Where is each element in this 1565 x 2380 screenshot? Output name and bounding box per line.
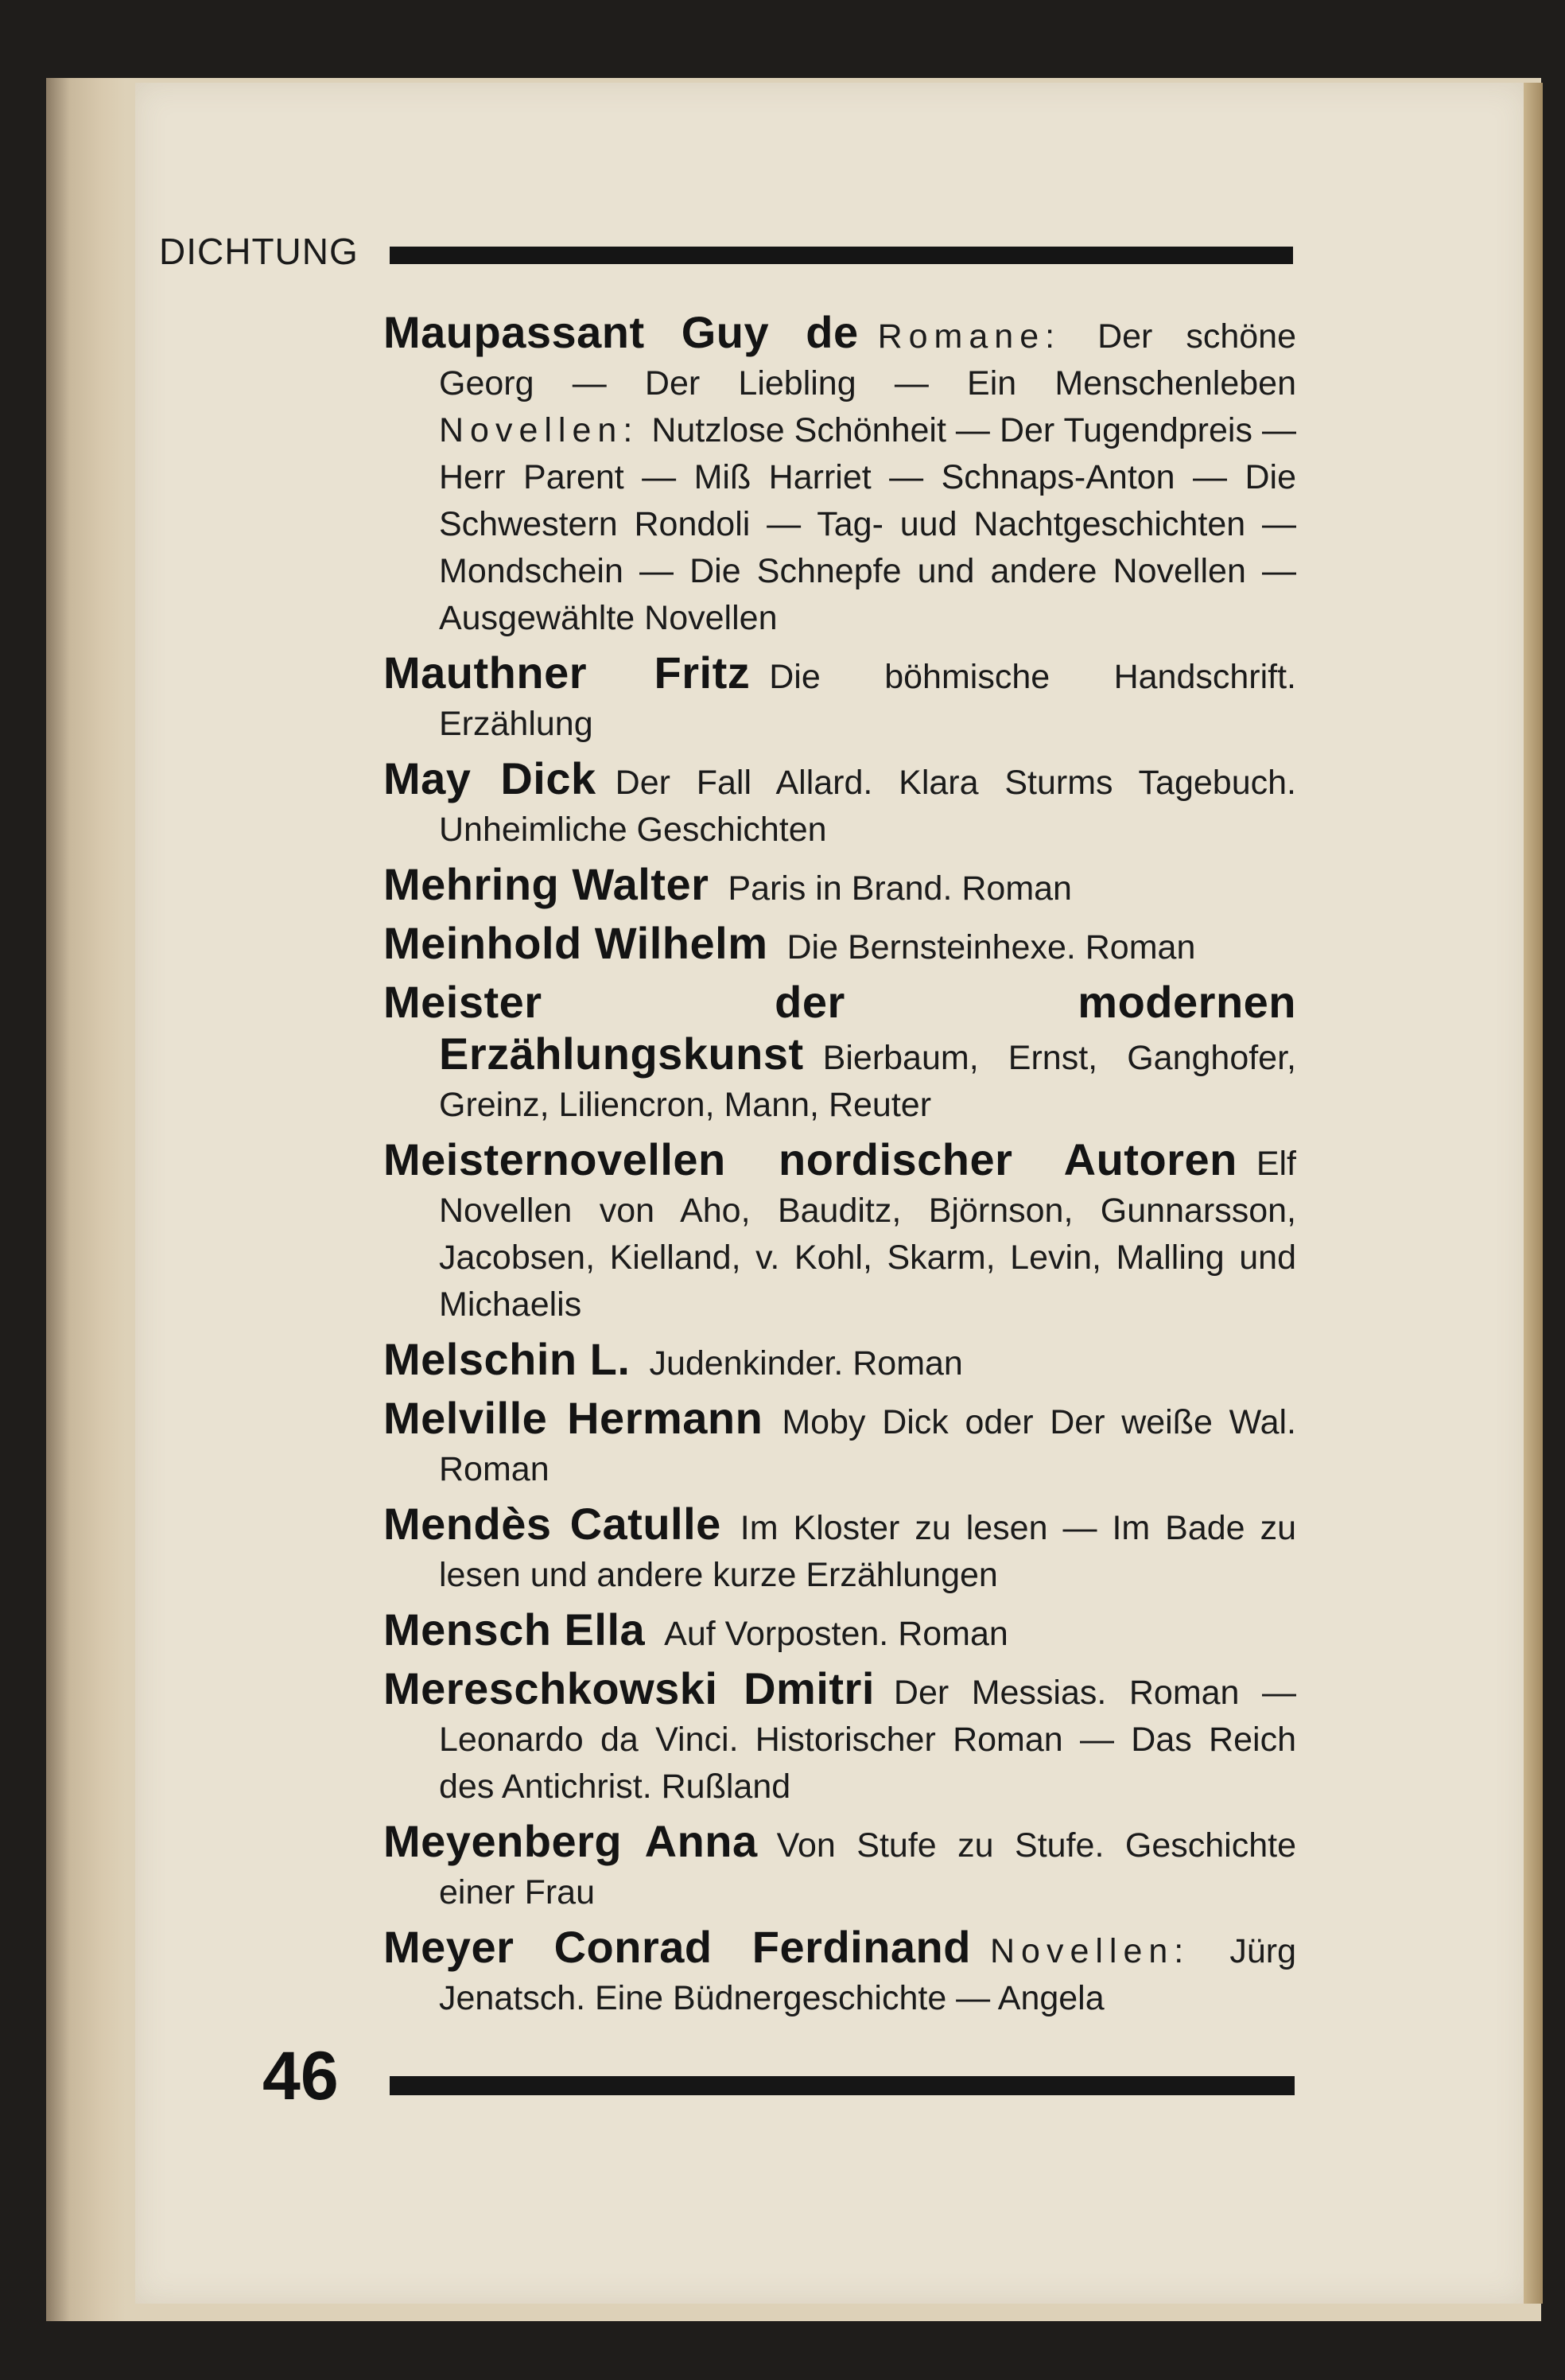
entry-text: Jürg Jenatsch. Eine Büdnergeschichte — Angela bbox=[439, 1932, 1297, 2017]
entry-text: Nutzlose Schönheit — Der Tugendpreis — Herr Parent — Miß Harriet — Schnaps-Anton — Die Schwestern Rondoli — Tag- uud Nachtgeschichten — Mondschein — Die Schnepfe und andere Novellen — Ausgewählte Novellen bbox=[439, 411, 1296, 637]
author-name: Melville Hermann bbox=[383, 1393, 763, 1443]
list-item bbox=[383, 1606, 1296, 1658]
footer-rule bbox=[390, 2076, 1295, 2095]
list-item bbox=[383, 1818, 1296, 1916]
genre-label: Novellen: bbox=[439, 411, 639, 449]
genre-label: Romane: bbox=[877, 317, 1062, 356]
list-item bbox=[383, 1500, 1296, 1599]
entry-text: Der schöne Georg — Der Liebling — Ein Menschenleben bbox=[439, 317, 1296, 402]
list-item bbox=[383, 1394, 1296, 1493]
author-name: Mauthner Fritz bbox=[383, 648, 751, 698]
list-item bbox=[383, 978, 1296, 1129]
author-name: Meister der modernen Erzählungskunst bbox=[383, 977, 1296, 1079]
list-item bbox=[383, 755, 1296, 854]
entry-text: Elf Novellen von Aho, Bauditz, Björnson, Gunnarsson, Jacobsen, Kielland, v. Kohl, Skarm, Levin, Malling und Michaelis bbox=[439, 1145, 1296, 1324]
list-item bbox=[383, 309, 1296, 642]
page-header bbox=[159, 228, 1296, 275]
entry-text: Paris in Brand. Roman bbox=[728, 869, 1072, 908]
page-footer bbox=[262, 2036, 1296, 2116]
author-name: Melschin L. bbox=[383, 1334, 631, 1384]
page-number: 46 bbox=[262, 2038, 339, 2114]
entry-text: Der Messias. Roman — Leonardo da Vinci. Historischer Roman — Das Reich des Antichrist. Rußland bbox=[439, 1674, 1296, 1806]
list-item bbox=[383, 861, 1296, 912]
entry-text: Die Bernsteinhexe. Roman bbox=[786, 928, 1196, 966]
entry-text: Im Kloster zu lesen — Im Bade zu lesen und andere kurze Erzählungen bbox=[439, 1509, 1296, 1594]
author-name: Meyenberg Anna bbox=[383, 1816, 758, 1866]
book-spine bbox=[1524, 83, 1543, 2304]
header-rule bbox=[390, 247, 1293, 264]
list-item bbox=[383, 1136, 1296, 1328]
author-name: Mensch Ella bbox=[383, 1604, 646, 1655]
entry-text: Auf Vorposten. Roman bbox=[664, 1615, 1008, 1653]
list-item bbox=[383, 649, 1296, 748]
author-name: Mereschkowski Dmitri bbox=[383, 1663, 875, 1713]
author-list bbox=[383, 309, 1296, 2029]
entry-text: Judenkinder. Roman bbox=[649, 1344, 963, 1382]
list-item bbox=[383, 1665, 1296, 1810]
list-item bbox=[383, 920, 1296, 971]
author-name: Meyer Conrad Ferdinand bbox=[383, 1922, 971, 1972]
entry-text: Moby Dick oder Der weiße Wal. Roman bbox=[439, 1403, 1297, 1488]
entry-text: Von Stufe zu Stufe. Geschichte einer Frau bbox=[439, 1826, 1296, 1911]
author-name: Meinhold Wilhelm bbox=[383, 918, 768, 968]
author-name: Meisternovellen nordischer Autoren bbox=[383, 1134, 1237, 1184]
list-item bbox=[383, 1336, 1296, 1387]
entry-text: Die böhmische Handschrift. Erzählung bbox=[439, 658, 1296, 743]
genre-label: Novellen: bbox=[989, 1932, 1190, 1970]
entry-text: Bierbaum, Ernst, Ganghofer, Greinz, Liliencron, Mann, Reuter bbox=[439, 1039, 1296, 1124]
list-item bbox=[383, 1923, 1296, 2022]
section-title: DICHTUNG bbox=[159, 231, 359, 272]
entry-text: Der Fall Allard. Klara Sturms Tagebuch. Unheimliche Geschichten bbox=[439, 764, 1296, 849]
author-name: Mehring Walter bbox=[383, 859, 709, 909]
author-name: Mendès Catulle bbox=[383, 1499, 721, 1549]
author-name: Maupassant Guy de bbox=[383, 307, 859, 357]
author-name: May Dick bbox=[383, 753, 596, 803]
